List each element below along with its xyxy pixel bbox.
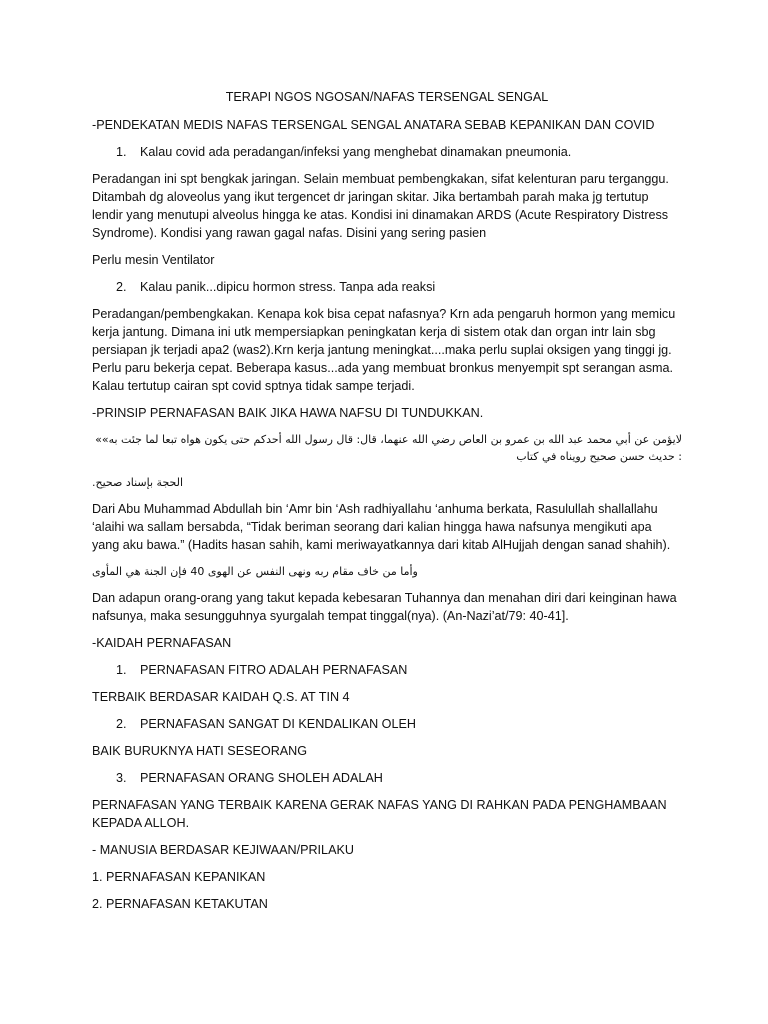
paragraph-ventilator: Perlu mesin Ventilator [92, 253, 215, 267]
list-text: PERNAFASAN ORANG SHOLEH ADALAH [140, 771, 383, 785]
list-item-continuation: PERNAFASAN YANG TERBAIK KARENA GERAK NAFAS YANG DI RAHKAN PADA PENGHAMBAAN KEPADA ALLOH. [92, 798, 667, 830]
list-text: Kalau panik...dipicu hormon stress. Tanpa ada reaksi [140, 280, 436, 294]
list-number: 2. [116, 280, 127, 294]
list-item [92, 661, 682, 679]
list-text: PERNAFASAN SANGAT DI KENDALIKAN OLEH [140, 717, 416, 731]
list-number: 2. [116, 717, 127, 731]
section-heading-behavior: - MANUSIA BERDASAR KEJIWAAN/PRILAKU [92, 843, 354, 857]
list-item-fear: 2. PERNAFASAN KETAKUTAN [92, 897, 268, 911]
arabic-hadith-text: لايؤمن عن أبي محمد عبد الله بن عمرو بن العاص رضي الله عنهما، قال: قال رسول الله أحدكم حتى يكون هواه تبعا لما جئت به»» : حديث حسن صحيح رويناه في كتاب [91, 433, 682, 463]
list-item-continuation: BAIK BURUKNYA HATI SESEORANG [92, 744, 308, 758]
paragraph-verse-translation: Dan adapun orang-orang yang takut kepada kebesaran Tuhannya dan menahan diri dari keinginan hawa nafsunya, maka sesungguhnya syurgalah tempat tinggal(nya). (An-Nazi’at/79: 40-41]. [92, 591, 677, 623]
paragraph-covid: Peradangan ini spt bengkak jaringan. Selain membuat pembengkakan, sifat kelenturan paru terganggu. Ditambah dg aloveolus yang ikut tergencet dr jaringan skitar. Jika bertambah parah maka jg tertutup lendir yang menutupi alveolus hingga ke atas. Kondisi ini dinamakan ARDS (Acute Respiratory Distress Syndrome). Kondisi yang rawan gagal nafas. Disini yang sering pasien [92, 172, 669, 240]
list-item [92, 143, 682, 161]
section-heading-principle: -PRINSIP PERNAFASAN BAIK JIKA HAWA NAFSU DI TUNDUKKAN. [92, 406, 484, 420]
arabic-hadith-source: الحجة بإسناد صحيح. [92, 476, 184, 489]
arabic-quran-verse: وأما من خاف مقام ربه ونهى النفس عن الهوى 40 فإن الجنة هي المأوى [92, 565, 418, 578]
list-text: Kalau covid ada peradangan/infeksi yang menghebat dinamakan pneumonia. [140, 145, 572, 159]
list-item [92, 715, 682, 733]
section-heading-medical: -PENDEKATAN MEDIS NAFAS TERSENGAL SENGAL ANATARA SEBAB KEPANIKAN DAN COVID [92, 118, 655, 132]
paragraph-hadith-translation: Dari Abu Muhammad Abdullah bin ‘Amr bin ‘Ash radhiyallahu ‘anhuma berkata, Rasulullah shallallahu ‘alaihi wa sallam bersabda, “Tidak beriman seorang dari kalian hingga hawa nafsunya mengikuti apa yang aku bawa.” (Hadits hasan sahih, kami meriwayatkannya dari kitab AlHujjah dengan sanad shahih). [92, 502, 671, 552]
list-item [92, 278, 682, 296]
list-item-panic: 1. PERNAFASAN KEPANIKAN [92, 870, 266, 884]
section-heading-rules: -KAIDAH PERNAFASAN [92, 636, 232, 650]
document-body [92, 88, 682, 922]
list-number: 3. [116, 771, 127, 785]
list-text: PERNAFASAN FITRO ADALAH PERNAFASAN [140, 663, 408, 677]
list-number: 1. [116, 145, 127, 159]
list-number: 1. [116, 663, 127, 677]
document-title: TERAPI NGOS NGOSAN/NAFAS TERSENGAL SENGAL [225, 90, 549, 104]
list-item-continuation: TERBAIK BERDASAR KAIDAH Q.S. AT TIN 4 [92, 690, 350, 704]
list-item [92, 769, 682, 787]
paragraph-panic: Peradangan/pembengkakan. Kenapa kok bisa cepat nafasnya? Krn ada pengaruh hormon yang memicu kerja jantung. Dimana ini utk mempersiapkan peningkatan kerja di sistem otak dan organ intr lain sbg persiapan jk terjadi apa2 (was2).Krn kerja jantung meningkat....maka perlu suplai oksigen yang tinggi jg. Perlu paru bekerja cepat. Beberapa kasus...ada yang membuat bronkus menyempit spt serangan asma. Kalau tertutup cairan spt covid sptnya tidak sampe terjadi. [92, 307, 676, 393]
